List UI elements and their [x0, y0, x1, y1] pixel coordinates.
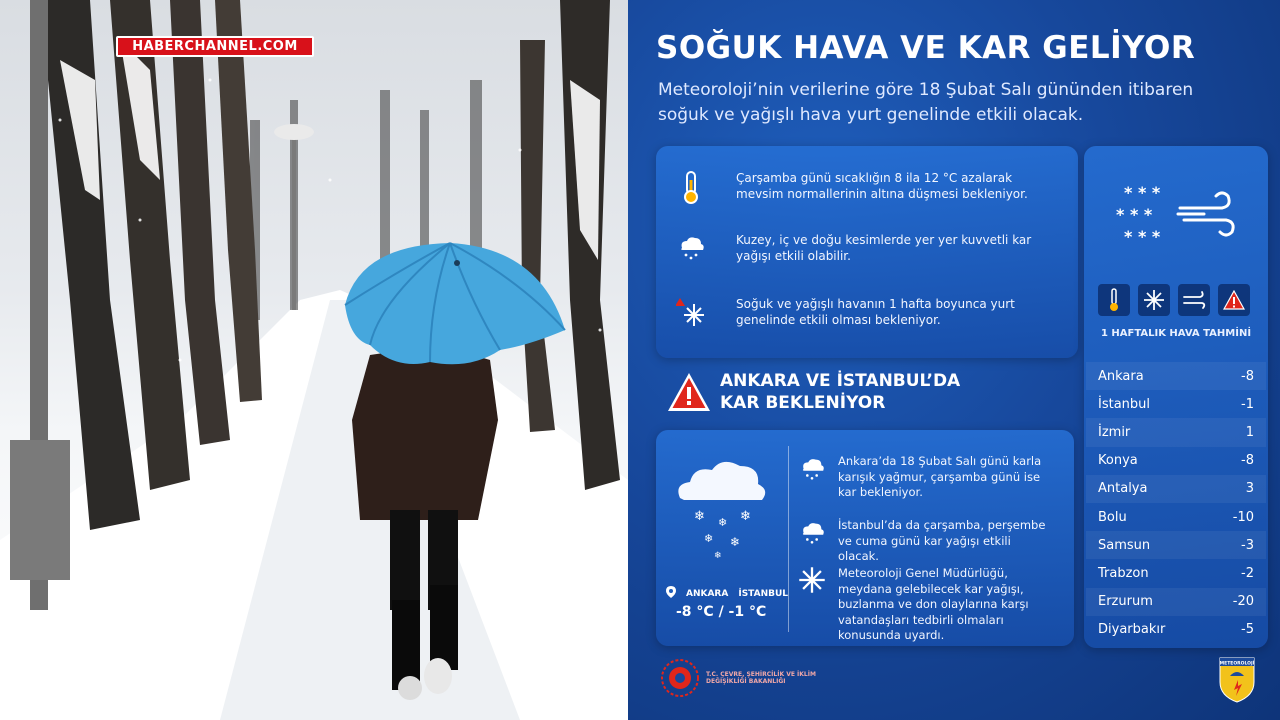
snowflake-icon — [798, 566, 826, 594]
forecast-temp: -8 — [1241, 453, 1254, 469]
snow-cloud-icon — [798, 454, 826, 482]
forecast-city-list — [1086, 362, 1266, 644]
weekly-forecast-label: 1 HAFTALIK HAVA TAHMİNİ — [1100, 328, 1252, 339]
svg-text:❄: ❄ — [730, 535, 741, 549]
svg-text:❄: ❄ — [694, 509, 705, 524]
warning-title-line1: ANKARA VE İSTANBUL’DA — [720, 371, 961, 391]
detail-istanbul — [798, 518, 1048, 565]
forecast-temp: -5 — [1241, 622, 1254, 638]
forecast-temp: -20 — [1232, 594, 1254, 610]
forecast-row-ankara — [1086, 362, 1266, 390]
svg-text:* * *: * * * — [1124, 183, 1161, 202]
city-temps-labels — [666, 586, 788, 601]
weekly-forecast-card — [1084, 146, 1268, 648]
forecast-city: Ankara — [1098, 368, 1144, 384]
infographic-panel — [628, 0, 1280, 720]
snowflake-icon — [1138, 284, 1170, 316]
svg-text:❄: ❄ — [740, 509, 751, 524]
forecast-row-istanbul — [1086, 390, 1266, 418]
forecast-city: Diyarbakır — [1098, 622, 1166, 638]
infographic-subtitle: Meteoroloji’nin verilerine göre 18 Şubat Salı gününden itibaren soğuk ve yağışlı hava yurt genelinde etkili olacak. — [658, 80, 1194, 125]
forecast-row-trabzon — [1086, 559, 1266, 587]
forecast-mini-icons — [1098, 284, 1250, 316]
ministry-name: T.C. ÇEVRE, ŞEHİRCİLİK VE İKLİM DEĞİŞİKLİĞİ BAKANLIĞI — [706, 671, 816, 685]
forecast-temp: -3 — [1241, 537, 1254, 553]
forecast-city: Erzurum — [1098, 594, 1153, 610]
snow-cloud-icon — [676, 232, 706, 262]
detail-mgm-text: Meteoroloji Genel Müdürlüğü, meydana gelebilecek kar yağışı, buzlanma ve don olaylarına karşı vatandaşları tedbirli olmaları konusunda uyardı. — [838, 566, 1029, 642]
warning-title — [720, 370, 960, 414]
forecast-row-bolu — [1086, 503, 1266, 531]
mgm-label: METEOROLOJİ — [1219, 661, 1255, 667]
divider — [788, 446, 789, 632]
snow-cloud-icon — [798, 518, 826, 546]
detail-ankara-text: Ankara’da 18 Şubat Salı günü karla karışık yağmur, çarşamba günü ise kar bekleniyor. — [838, 454, 1042, 499]
location-pin-icon — [666, 586, 676, 601]
warning-title-line2: KAR BEKLENİYOR — [720, 393, 886, 413]
city-temps-values: -8 °C / -1 °C — [676, 604, 767, 620]
wind-icon — [1178, 284, 1210, 316]
info-text-duration: Soğuk ve yağışlı havanın 1 hafta boyunca yurt genelinde etkili olması bekleniyor. — [736, 297, 1015, 327]
warning-icon — [1218, 284, 1250, 316]
forecast-temp: -1 — [1241, 396, 1254, 412]
svg-text:* * *: * * * — [1116, 205, 1153, 224]
infographic-title: SOĞUK HAVA VE KAR GELİYOR — [656, 30, 1196, 66]
forecast-row-samsun — [1086, 531, 1266, 559]
key-points-card — [656, 146, 1078, 358]
info-text-snowfall: Kuzey, iç ve doğu kesimlerde yer yer kuvvetli kar yağışı etkili olabilir. — [736, 233, 1032, 263]
detail-mgm-warning — [798, 566, 1048, 644]
forecast-row-izmir — [1086, 418, 1266, 446]
ministry-logo — [660, 658, 816, 698]
haberchannel-logo[interactable]: HABERCHANNEL.COM — [116, 36, 314, 57]
forecast-city: Konya — [1098, 453, 1138, 469]
photo-illustration — [0, 0, 628, 720]
forecast-city: Trabzon — [1098, 565, 1149, 581]
snow-street-photo — [0, 0, 628, 720]
detail-istanbul-text: İstanbul’da da çarşamba, perşembe ve cuma günü kar yağışı etkili olacak. — [838, 518, 1046, 563]
snow-cloud-icon — [670, 450, 770, 560]
info-item-duration — [676, 296, 1036, 328]
warning-heading — [666, 370, 960, 414]
svg-text:❄: ❄ — [718, 516, 728, 529]
svg-text:❄: ❄ — [704, 532, 714, 545]
forecast-city: Samsun — [1098, 537, 1151, 553]
forecast-temp: -2 — [1241, 565, 1254, 581]
forecast-row-antalya — [1086, 475, 1266, 503]
mgm-logo — [1218, 654, 1256, 708]
forecast-temp: 3 — [1245, 481, 1254, 497]
forecast-temp: -8 — [1241, 368, 1254, 384]
ankara-label: ANKARA — [686, 588, 729, 599]
snow-wind-icon — [1114, 182, 1238, 250]
warning-triangle-icon — [666, 371, 712, 413]
detail-ankara — [798, 454, 1048, 501]
istanbul-label: İSTANBUL — [738, 588, 789, 599]
forecast-row-erzurum — [1086, 588, 1266, 616]
ministry-seal-icon — [660, 658, 700, 698]
thermometer-icon — [1098, 284, 1130, 316]
forecast-city: Antalya — [1098, 481, 1148, 497]
forecast-city: Bolu — [1098, 509, 1127, 525]
snowflake-warning-icon — [676, 296, 706, 326]
thermometer-icon — [676, 170, 706, 200]
mgm-shield-icon — [1218, 654, 1256, 704]
forecast-row-diyarbakir — [1086, 616, 1266, 644]
svg-text:❄: ❄ — [714, 551, 722, 560]
forecast-row-konya — [1086, 447, 1266, 475]
forecast-city: İzmir — [1098, 424, 1131, 440]
city-details-card — [656, 430, 1074, 646]
forecast-temp: -10 — [1232, 509, 1254, 525]
svg-text:* * *: * * * — [1124, 227, 1161, 246]
info-text-temperature: Çarşamba günü sıcaklığın 8 ila 12 °C azalarak mevsim normallerinin altına düşmesi bekleniyor. — [736, 171, 1028, 201]
forecast-temp: 1 — [1245, 424, 1254, 440]
forecast-city: İstanbul — [1098, 396, 1151, 412]
info-item-snowfall — [676, 232, 1036, 264]
info-item-temperature — [676, 170, 1036, 202]
